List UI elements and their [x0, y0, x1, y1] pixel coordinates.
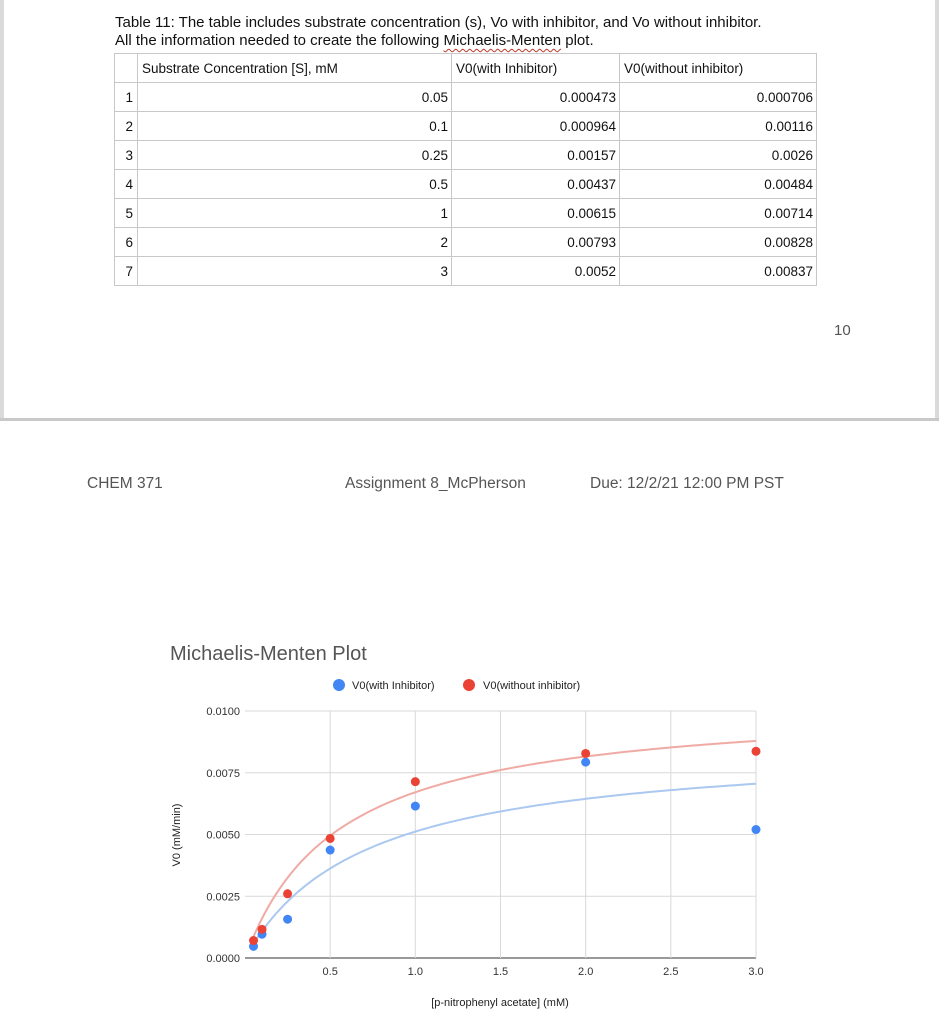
data-point — [581, 749, 590, 758]
legend-label: V0(without inhibitor) — [483, 680, 581, 692]
data-point — [411, 777, 420, 786]
caption-line-2-before: All the information needed to create the following — [115, 32, 444, 49]
cell-v0-with: 0.000473 — [452, 83, 620, 112]
row-index: 2 — [115, 112, 138, 141]
data-point — [283, 915, 292, 924]
y-tick-label: 0.0000 — [206, 953, 240, 965]
trendline — [252, 784, 756, 947]
x-tick-label: 0.5 — [322, 966, 338, 978]
x-axis-label: [p-nitrophenyl acetate] (mM) — [431, 997, 569, 1009]
row-index: 7 — [115, 257, 138, 286]
col-header-substrate: Substrate Concentration [S], mM — [138, 54, 452, 83]
cell-v0-without: 0.00828 — [620, 228, 817, 257]
x-tick-label: 3.0 — [748, 966, 764, 978]
page-number: 10 — [834, 322, 851, 339]
col-header-v0-with: V0(with Inhibitor) — [452, 54, 620, 83]
x-tick-label: 2.5 — [663, 966, 679, 978]
x-tick-label: 1.0 — [407, 966, 423, 978]
data-point — [326, 846, 335, 855]
data-point — [581, 758, 590, 767]
header-course: CHEM 371 — [87, 475, 163, 492]
header-due-date: Due: 12/2/21 12:00 PM PST — [590, 475, 784, 492]
data-point — [283, 889, 292, 898]
col-header-v0-without: V0(without inhibitor) — [620, 54, 817, 83]
cell-v0-without: 0.000706 — [620, 83, 817, 112]
row-index: 5 — [115, 199, 138, 228]
cell-v0-with: 0.000964 — [452, 112, 620, 141]
caption-line-2-after: plot. — [561, 32, 594, 49]
x-tick-label: 1.5 — [492, 966, 509, 978]
data-point — [752, 747, 761, 756]
cell-substrate: 1 — [138, 199, 452, 228]
y-tick-label: 0.0100 — [206, 706, 240, 718]
row-index: 4 — [115, 170, 138, 199]
chart-title: Michaelis-Menten Plot — [170, 643, 367, 665]
row-index: 3 — [115, 141, 138, 170]
cell-substrate: 0.25 — [138, 141, 452, 170]
cell-v0-without: 0.0026 — [620, 141, 817, 170]
data-point — [258, 925, 267, 934]
data-point — [752, 825, 761, 834]
cell-substrate: 0.05 — [138, 83, 452, 112]
cell-substrate: 3 — [138, 257, 452, 286]
cell-v0-with: 0.0052 — [452, 257, 620, 286]
cell-v0-without: 0.00714 — [620, 199, 817, 228]
cell-substrate: 0.5 — [138, 170, 452, 199]
cell-v0-with: 0.00157 — [452, 141, 620, 170]
data-point — [326, 834, 335, 843]
header-assignment: Assignment 8_McPherson — [345, 475, 526, 492]
legend-label: V0(with Inhibitor) — [352, 680, 435, 692]
x-tick-label: 2.0 — [578, 966, 594, 978]
y-axis-label: V0 (mM/min) — [171, 803, 183, 867]
cell-v0-with: 0.00793 — [452, 228, 620, 257]
legend-marker — [333, 679, 345, 691]
cell-v0-with: 0.00615 — [452, 199, 620, 228]
cell-v0-without: 0.00837 — [620, 257, 817, 286]
y-tick-label: 0.0025 — [206, 891, 240, 904]
y-tick-label: 0.0075 — [206, 767, 240, 780]
cell-substrate: 0.1 — [138, 112, 452, 141]
row-index: 1 — [115, 83, 138, 112]
legend-marker — [463, 679, 475, 691]
data-point — [411, 802, 420, 811]
cell-substrate: 2 — [138, 228, 452, 257]
data-point — [249, 936, 258, 945]
cell-v0-without: 0.00484 — [620, 170, 817, 199]
cell-v0-with: 0.00437 — [452, 170, 620, 199]
y-tick-label: 0.0050 — [206, 829, 240, 842]
row-index: 6 — [115, 228, 138, 257]
caption-line-1: Table 11: The table includes substrate concentration (s), Vo with inhibitor, and Vo without inhibitor. — [115, 14, 762, 31]
cell-v0-without: 0.00116 — [620, 112, 817, 141]
caption-spellcheck-word: Michaelis-Menten — [443, 32, 562, 49]
